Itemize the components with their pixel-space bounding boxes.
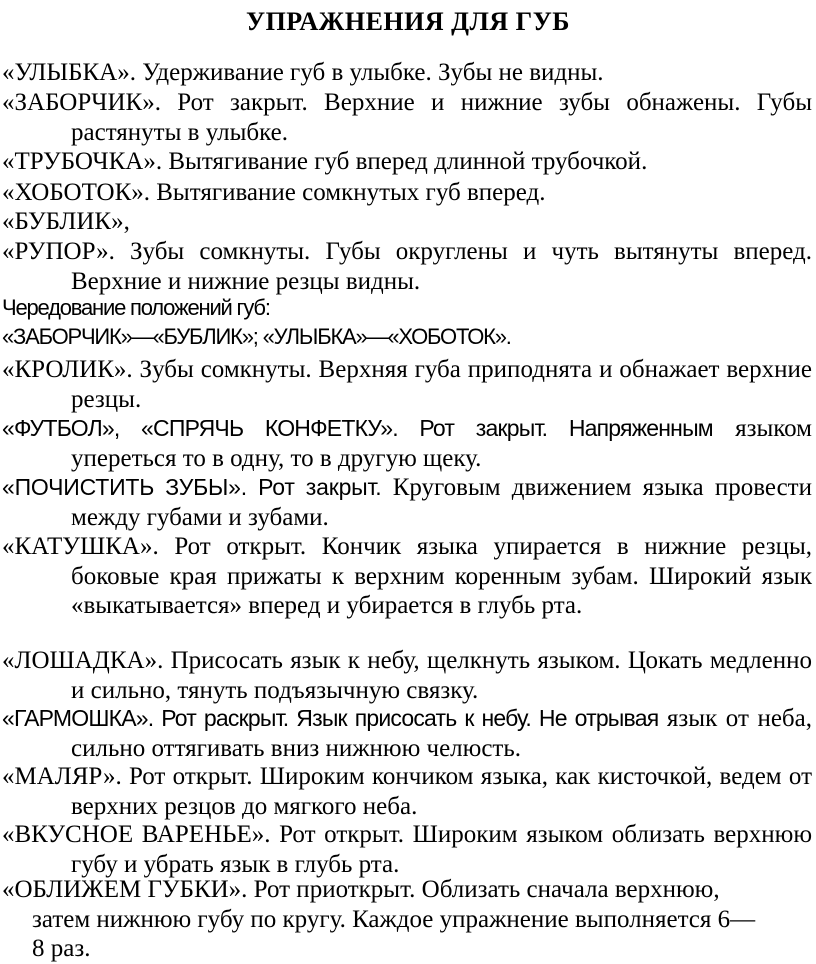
exercise-tasty-jam: «ВКУСНОЕ ВАРЕНЬЕ». Рот открыт. Широким языком облизать верхнюю губу и убрать язык в глубь рта.: [2, 821, 812, 878]
alternation-heading: Чередование положений губ:: [2, 295, 270, 320]
exercise-brush-teeth: [2, 473, 812, 532]
exercise-smile: «УЛЫБКА». Удерживание губ в улыбке. Зубы не видны.: [2, 59, 604, 86]
exercise-trunk: «ХОБОТОК». Вытягивание сомкнутых губ вперед.: [2, 179, 546, 206]
exercise-football: [2, 414, 812, 473]
exercise-rabbit: «КРОЛИК». Зубы сомкнуты. Верхняя губа приподнята и обнажает верхние резцы.: [2, 356, 812, 413]
exercise-accordion-lead: «ГАРМОШКА». Рот раскрыт. Язык присосать к небу. Не отрывая: [2, 705, 659, 731]
exercise-horse: «ЛОШАДКА». Присосать язык к небу, щелкнуть языком. Цокать медленно и сильно, тянуть подъязычную связку.: [2, 647, 812, 704]
exercise-brush-teeth-lead: «ПОЧИСТИТЬ ЗУБЫ». Рот закрыт.: [2, 474, 382, 500]
exercise-painter: «МАЛЯР». Рот открыт. Широким кончиком языка, как кисточкой, ведем от верхних резцов до мягкого неба.: [2, 763, 812, 820]
exercise-fence: «ЗАБОРЧИК». Рот закрыт. Верхние и нижние зубы обнажены. Губы растянуты в улыбке.: [2, 89, 812, 146]
alternation-sequence: «ЗАБОРЧИК»—«БУБЛИК»; «УЛЫБКА»—«ХОБОТОК».: [2, 324, 511, 349]
exercise-spool: «КАТУШКА». Рот открыт. Кончик языка упирается в нижние резцы, боковые края прижаты к верхним коренным зубам. Широкий язык «выкатывается» вперед и убирается в глубь рта.: [2, 533, 812, 619]
exercise-football-lead: «ФУТБОЛ», «СПРЯЧЬ КОНФЕТКУ». Рот закрыт. Напряженным: [2, 415, 713, 441]
exercise-accordion-rest: язык от неба, сильно оттягивать вниз нижнюю челюсть.: [71, 705, 812, 762]
exercise-brush-teeth-rest: Круговым движением языка провести между губами и зубами.: [71, 474, 812, 531]
exercise-football-rest: языком упереться то в одну, то в другую щеку.: [71, 415, 812, 472]
exercise-lick-lips: «ОБЛИЖЕМ ГУБКИ». Рот приоткрыт. Облизать сначала верхнюю, затем нижнюю губу по кругу. Каждое упражнение выполняется 6—8 раз.: [2, 876, 756, 962]
exercise-accordion: [2, 704, 812, 763]
exercise-tube: «ТРУБОЧКА». Вытягивание губ вперед длинной трубочкой.: [2, 148, 648, 175]
page-title: УПРАЖНЕНИЯ ДЛЯ ГУБ: [246, 7, 570, 36]
exercise-bagel: «БУБЛИК»,: [2, 208, 130, 235]
exercise-horn: «РУПОР». Зубы сомкнуты. Губы округлены и чуть вытянуты вперед. Верхние и нижние резцы видны.: [2, 238, 812, 295]
